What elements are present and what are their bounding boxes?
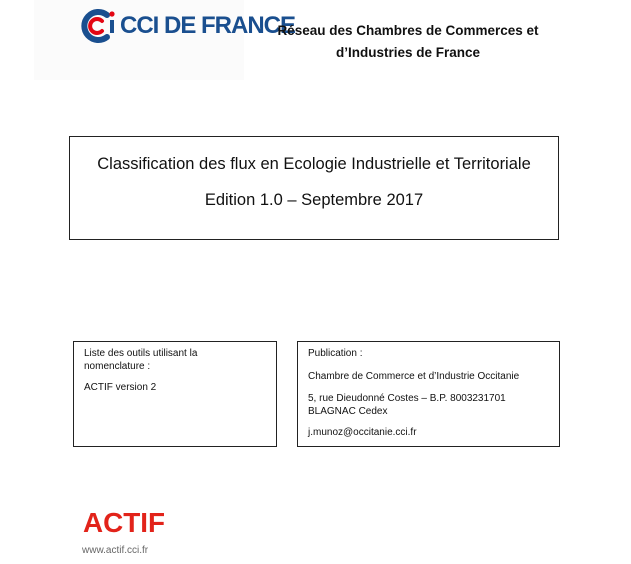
actif-url-link[interactable]: www.actif.cci.fr bbox=[82, 545, 149, 556]
document-edition: Edition 1.0 – Septembre 2017 bbox=[204, 191, 424, 209]
tools-label-line1: Liste des outils utilisant la bbox=[84, 348, 198, 359]
network-title-line2: d’Industries de France bbox=[335, 45, 481, 60]
publication-organization: Chambre de Commerce et d’Industrie Occitanie bbox=[308, 371, 520, 382]
cci-swirl-logo-icon bbox=[80, 8, 116, 44]
cci-logo-text: CCI DE FRANCE bbox=[120, 12, 296, 39]
publication-box bbox=[297, 341, 560, 447]
document-title-box bbox=[69, 136, 559, 240]
document-title: Classification des flux en Ecologie Industrielle et Territoriale bbox=[97, 155, 531, 173]
publication-address-line2: BLAGNAC Cedex bbox=[308, 406, 388, 417]
tools-box bbox=[73, 341, 277, 447]
publication-email[interactable]: j.munoz@occitanie.cci.fr bbox=[308, 427, 417, 438]
publication-label: Publication : bbox=[308, 348, 363, 359]
tools-value: ACTIF version 2 bbox=[84, 382, 157, 393]
cci-logo bbox=[34, 0, 296, 80]
tools-label-line2: nomenclature : bbox=[84, 361, 151, 372]
publication-address-line1: 5, rue Dieudonné Costes – B.P. 8003231701 bbox=[308, 393, 506, 404]
network-title bbox=[272, 20, 544, 64]
actif-logo bbox=[82, 504, 168, 538]
svg-text:ACTIF: ACTIF bbox=[83, 507, 165, 538]
network-title-line1: Réseau des Chambres de Commerces et bbox=[277, 23, 539, 38]
